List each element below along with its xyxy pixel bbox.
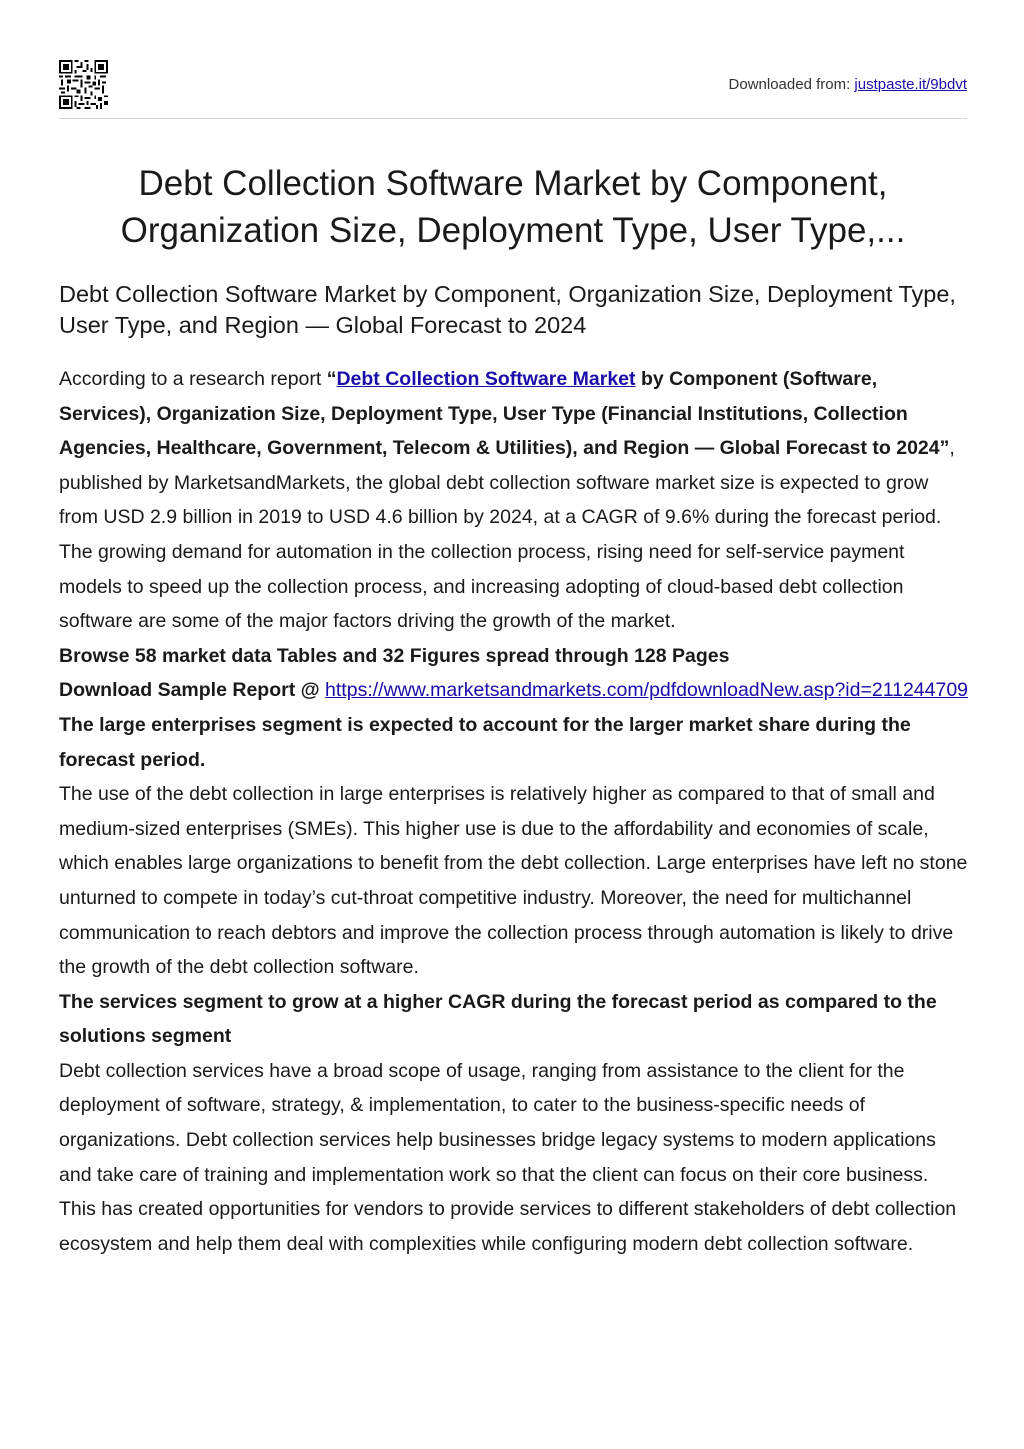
page-subtitle: Debt Collection Software Market by Component, Organization Size, Deployment Type, User Type, and Region — Global Forecast to 2024 [59,281,956,338]
open-quote: “ [326,368,337,390]
intro-prefix: According to a research report [59,368,327,390]
section-heading: The services segment to grow at a higher CAGR during the forecast period as compared to the solutions segment [59,990,937,1048]
browse-line [59,639,969,674]
download-label: Download Sample Report @ [59,679,326,702]
downloaded-from [729,76,967,93]
page-header [59,60,967,119]
section-body: The use of the debt collection in large enterprises is relatively higher as compared to that of small and medium-sized enterprises (SMEs). This higher use is due to the affordability and economies of scale, which enables large organizations to benefit from the debt collection. Large enterprises have left no stone unturned to compete in today’s cut-throat competitive industry. Moreover, the need for multichannel communication to reach debtors and improve the collection process through automation is likely to drive the growth of the debt collection software. [59,783,968,979]
intro-body: , published by MarketsandMarkets, the global debt collection software market size is expected to grow from USD 2.9 billion in 2019 to USD 4.6 billion by 2024, at a CAGR of 9.6% during the forecast period. The growing demand for automation in the collection process, rising need for self-service payment models to speed up the collection process, and increasing adopting of cloud-based debt collection software are some of the major factors driving the growth of the market. [59,437,955,633]
intro-paragraph [59,362,969,639]
report-link[interactable]: Debt Collection Software Market [336,368,636,390]
download-link[interactable]: https://www.marketsandmarkets.com/pdfdownloadNew.asp?id=211244709 [325,679,969,702]
source-link[interactable]: justpaste.it/9bdvt [854,76,967,93]
browse-text: Browse 58 market data Tables and 32 Figures spread through 128 Pages [59,644,730,667]
qr-code-icon [59,60,108,109]
report-title-rest: by Component (Software, Services), Organization Size, Deployment Type, User Type (Financial Institutions, Collection Agencies, Healthcare, Government, Telecom & Utilities), and Region — Global Forecast to 2024” [59,368,950,460]
section-heading: The large enterprises segment is expected to account for the larger market share during the forecast period. [59,713,911,771]
article-body [59,362,969,1261]
downloaded-label: Downloaded from: [728,76,855,93]
download-line [59,673,969,708]
section-body: Debt collection services have a broad scope of usage, ranging from assistance to the client for the deployment of software, strategy, & implementation, to cater to the business-specific needs of organizations. Debt collection services help businesses bridge legacy systems to modern applications and take care of training and implementation work so that the client can focus on their core business. This has created opportunities for vendors to provide services to different stakeholders of debt collection ecosystem and help them deal with complexities while configuring modern debt collection software. [59,1059,957,1255]
page-title: Debt Collection Software Market by Component, Organization Size, Deployment Type, User Type,... [120,164,906,250]
